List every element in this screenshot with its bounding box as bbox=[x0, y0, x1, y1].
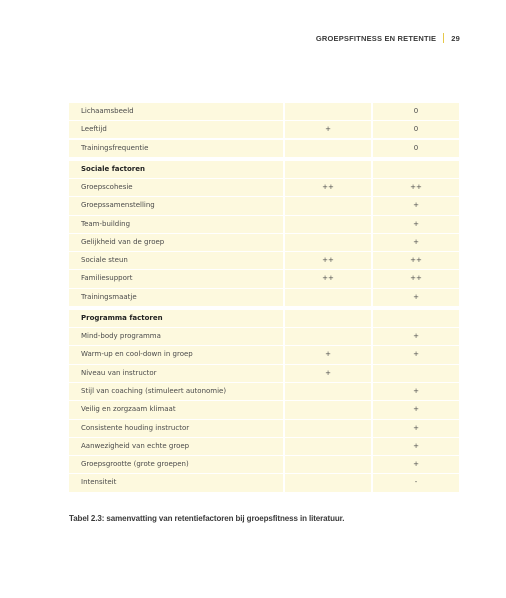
empty-cell bbox=[373, 161, 459, 178]
retention-factors-table bbox=[69, 103, 459, 493]
factor-label: Groepscohesie bbox=[69, 179, 283, 196]
factor-value-col1: + bbox=[285, 365, 371, 382]
factor-label: Warm-up en cool-down in groep bbox=[69, 346, 283, 363]
factor-value-col1 bbox=[285, 103, 371, 120]
header-separator bbox=[443, 33, 444, 43]
factor-value-col2: - bbox=[373, 474, 459, 491]
factor-value-col2: 0 bbox=[373, 121, 459, 138]
factor-value-col2: + bbox=[373, 420, 459, 437]
factor-value-col2: + bbox=[373, 289, 459, 306]
table-row bbox=[69, 252, 459, 269]
factor-value-col1 bbox=[285, 456, 371, 473]
table-row bbox=[69, 420, 459, 437]
table-row bbox=[69, 438, 459, 455]
table-row bbox=[69, 401, 459, 418]
factor-label: Lichaamsbeeld bbox=[69, 103, 283, 120]
table-row bbox=[69, 346, 459, 363]
table-row bbox=[69, 289, 459, 306]
table-caption: Tabel 2.3: samenvatting van retentiefactoren bij groepsfitness in literatuur. bbox=[69, 514, 345, 523]
factor-label: Team-building bbox=[69, 216, 283, 233]
factor-value-col1 bbox=[285, 401, 371, 418]
factor-value-col2: + bbox=[373, 328, 459, 345]
factor-label: Intensiteit bbox=[69, 474, 283, 491]
table-row bbox=[69, 456, 459, 473]
factor-value-col1: ++ bbox=[285, 252, 371, 269]
factor-label: Stijl van coaching (stimuleert autonomie) bbox=[69, 383, 283, 400]
factor-label: Groepsgrootte (grote groepen) bbox=[69, 456, 283, 473]
factor-value-col2: ++ bbox=[373, 179, 459, 196]
factor-value-col1 bbox=[285, 216, 371, 233]
factor-value-col1: ++ bbox=[285, 179, 371, 196]
factor-value-col1 bbox=[285, 140, 371, 157]
factor-value-col1: + bbox=[285, 121, 371, 138]
table-row bbox=[69, 197, 459, 214]
factor-label: Veilig en zorgzaam klimaat bbox=[69, 401, 283, 418]
running-header bbox=[316, 33, 460, 43]
factor-label: Consistente houding instructor bbox=[69, 420, 283, 437]
empty-cell bbox=[285, 161, 371, 178]
factor-value-col2: + bbox=[373, 197, 459, 214]
factor-value-col2: + bbox=[373, 383, 459, 400]
table-row bbox=[69, 270, 459, 287]
factor-label: Trainingsmaatje bbox=[69, 289, 283, 306]
page-number: 29 bbox=[451, 33, 460, 43]
factor-value-col1 bbox=[285, 197, 371, 214]
factor-value-col2: ++ bbox=[373, 270, 459, 287]
factor-label: Niveau van instructor bbox=[69, 365, 283, 382]
table-row bbox=[69, 474, 459, 491]
factor-value-col2: 0 bbox=[373, 140, 459, 157]
factor-value-col1: + bbox=[285, 346, 371, 363]
table-row bbox=[69, 179, 459, 196]
factor-value-col2: + bbox=[373, 438, 459, 455]
table-row bbox=[69, 383, 459, 400]
factor-value-col2: + bbox=[373, 216, 459, 233]
factor-value-col2: + bbox=[373, 346, 459, 363]
table-row bbox=[69, 365, 459, 382]
factor-label: Mind-body programma bbox=[69, 328, 283, 345]
empty-cell bbox=[373, 310, 459, 327]
factor-label: Sociale steun bbox=[69, 252, 283, 269]
table-row bbox=[69, 121, 459, 138]
table-row bbox=[69, 103, 459, 120]
table-row bbox=[69, 216, 459, 233]
factor-label: Familiesupport bbox=[69, 270, 283, 287]
factor-value-col1 bbox=[285, 438, 371, 455]
table-row bbox=[69, 234, 459, 251]
factor-value-col2: ++ bbox=[373, 252, 459, 269]
table-row bbox=[69, 140, 459, 157]
empty-cell bbox=[285, 310, 371, 327]
factor-label: Trainingsfrequentie bbox=[69, 140, 283, 157]
factor-label: Gelijkheid van de groep bbox=[69, 234, 283, 251]
factor-value-col1 bbox=[285, 328, 371, 345]
factor-label: Leeftijd bbox=[69, 121, 283, 138]
section-heading: Sociale factoren bbox=[69, 161, 283, 178]
factor-value-col1: ++ bbox=[285, 270, 371, 287]
factor-value-col2: + bbox=[373, 234, 459, 251]
factor-value-col2 bbox=[373, 365, 459, 382]
factor-value-col1 bbox=[285, 234, 371, 251]
table-row bbox=[69, 328, 459, 345]
section-heading-row bbox=[69, 310, 459, 327]
section-heading-row bbox=[69, 161, 459, 178]
section-heading: Programma factoren bbox=[69, 310, 283, 327]
factor-value-col2: 0 bbox=[373, 103, 459, 120]
factor-value-col2: + bbox=[373, 401, 459, 418]
factor-label: Aanwezigheid van echte groep bbox=[69, 438, 283, 455]
factor-value-col1 bbox=[285, 383, 371, 400]
factor-value-col1 bbox=[285, 420, 371, 437]
factor-label: Groepssamenstelling bbox=[69, 197, 283, 214]
factor-value-col1 bbox=[285, 289, 371, 306]
running-header-title: GROEPSFITNESS EN RETENTIE bbox=[315, 33, 437, 43]
factor-value-col2: + bbox=[373, 456, 459, 473]
factor-value-col1 bbox=[285, 474, 371, 491]
